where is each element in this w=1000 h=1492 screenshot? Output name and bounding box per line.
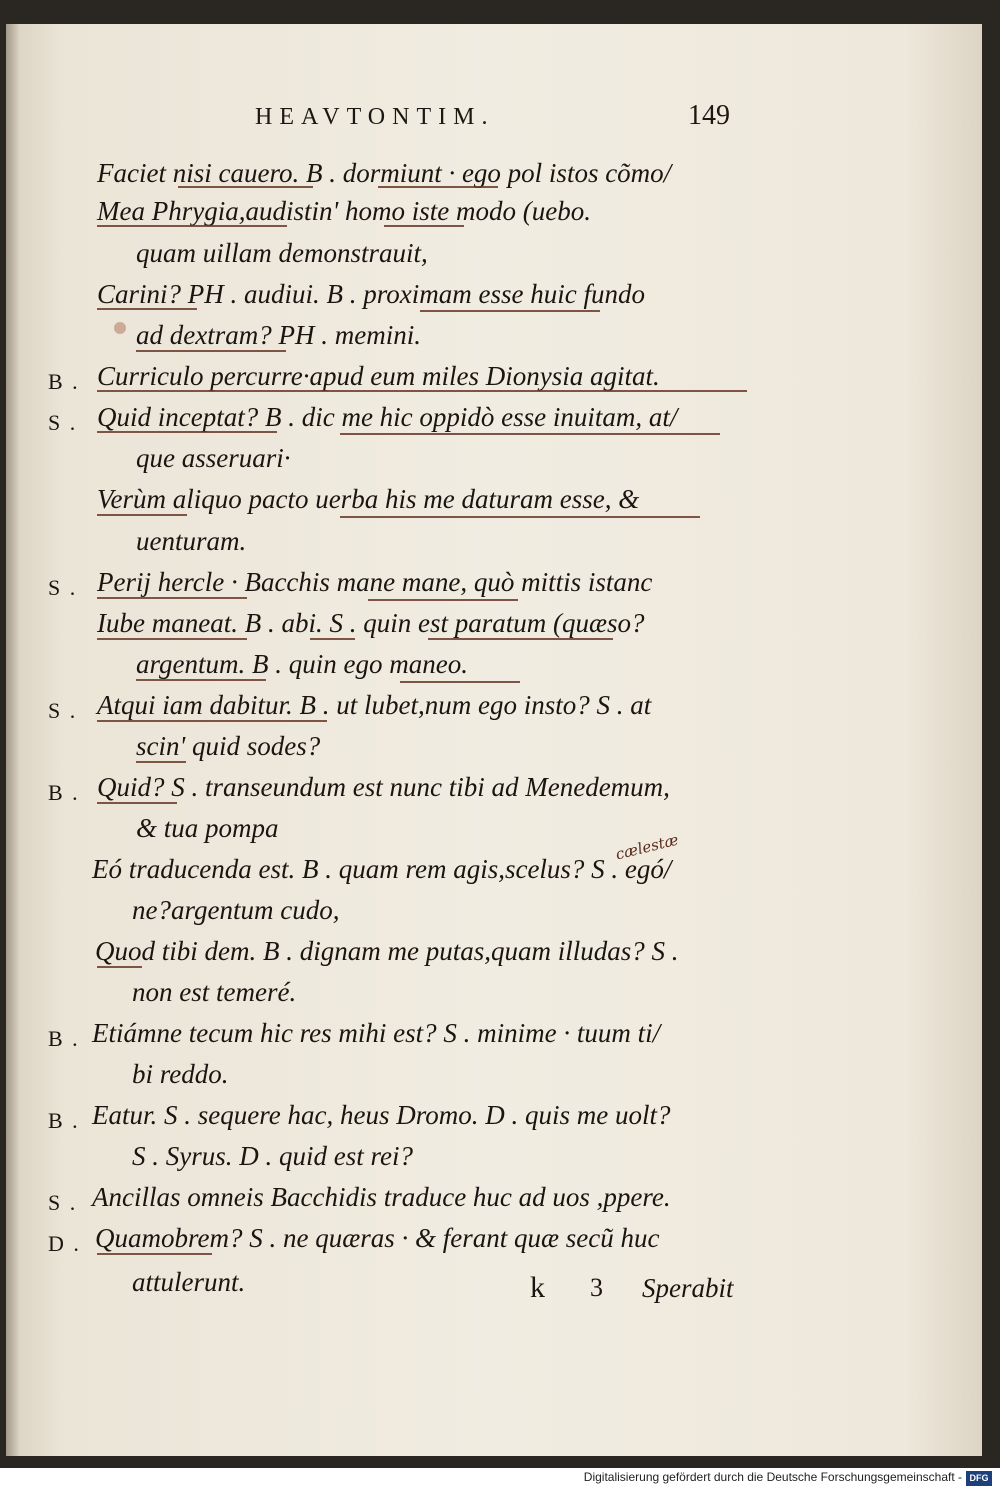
speaker-label: B .	[48, 780, 80, 805]
text-line: Quid? S . transeundum est nunc tibi ad Menedemum,	[97, 772, 670, 802]
speaker-label: S .	[48, 1190, 78, 1215]
ink-underline	[378, 186, 498, 188]
text-line: Quamobrem? S . ne quæras · & ferant quæ secũ huc	[95, 1223, 660, 1253]
running-head-title: HEAVTONTIM.	[255, 104, 495, 130]
text-line: Etiámne tecum hic res mihi est? S . minime · tuum ti/	[92, 1018, 661, 1048]
ink-underline	[340, 516, 700, 518]
text-line: ad dextram? PH . memini.	[136, 320, 421, 350]
ink-underline	[428, 638, 613, 640]
ink-underline	[97, 597, 247, 599]
ink-underline	[400, 681, 520, 683]
page-number: 149	[688, 100, 730, 131]
speaker-label: B .	[48, 1108, 80, 1133]
ink-underline	[136, 679, 266, 681]
ink-underline	[97, 308, 197, 310]
signature-letter: k	[530, 1271, 545, 1304]
ink-underline	[97, 431, 277, 433]
text-line: argentum. B . quin ego maneo.	[136, 649, 468, 679]
ink-underline	[340, 433, 720, 435]
handwritten-annotation: cælestæ	[613, 830, 681, 864]
ink-underline	[384, 225, 464, 227]
ink-underline	[97, 720, 327, 722]
speaker-label: S .	[48, 698, 78, 723]
text-line: Quod tibi dem. B . dignam me putas,quam illudas? S .	[95, 936, 679, 966]
ink-underline	[97, 390, 747, 392]
text-line: uenturam.	[136, 526, 247, 556]
ink-underline	[420, 310, 600, 312]
text-line: Mea Phrygia,audistin' homo iste modo (uebo.	[97, 196, 591, 226]
text-line: Perij hercle · Bacchis mane mane, quò mittis istanc	[97, 567, 653, 597]
ink-underline	[97, 638, 247, 640]
text-line: Quid inceptat? B . dic me hic oppidò esse inuitam, at/	[97, 402, 678, 432]
ink-underline	[368, 599, 518, 601]
ink-stain	[114, 322, 126, 334]
text-line: Eó traducenda est. B . quam rem agis,scelus? S . egó/	[92, 854, 672, 884]
text-line: Carini? PH . audiui. B . proximam esse huic fundo	[97, 279, 645, 309]
speaker-label: S .	[48, 410, 78, 435]
text-line: attulerunt.	[132, 1267, 246, 1297]
ink-underline	[178, 186, 313, 188]
text-line: & tua pompa	[136, 813, 279, 843]
ink-underline	[310, 638, 355, 640]
ink-underline	[97, 966, 142, 968]
text-line: Atqui iam dabitur. B . ut lubet,num ego insto? S . at	[97, 690, 652, 720]
text-line: ne?argentum cudo,	[132, 895, 340, 925]
ink-underline	[136, 350, 286, 352]
speaker-label: B .	[48, 1026, 80, 1051]
ink-underline	[136, 761, 186, 763]
text-line: Curriculo percurre·apud eum miles Dionysia agitat.	[97, 361, 660, 391]
ink-underline	[97, 514, 187, 516]
text-line: Eatur. S . sequere hac, heus Dromo. D . quis me uolt?	[92, 1100, 671, 1130]
speaker-label: S .	[48, 575, 78, 600]
speaker-label: B .	[48, 369, 80, 394]
ink-underline	[97, 1253, 212, 1255]
text-line: Verùm aliquo pacto uerba his me daturam esse, &	[97, 484, 640, 514]
catchword: Sperabit	[642, 1273, 734, 1303]
ink-underline	[97, 802, 177, 804]
speaker-label: D .	[48, 1231, 81, 1256]
signature-number: 3	[590, 1273, 603, 1302]
text-line: non est temeré.	[132, 977, 297, 1007]
text-line: scin' quid sodes?	[136, 731, 321, 761]
text-line: Ancillas omneis Bacchidis traduce huc ad uos ,ppere.	[92, 1182, 671, 1212]
text-line: quam uillam demonstrauit,	[136, 238, 428, 268]
text-line: Iube maneat. B . abi. S . quin est paratum (quæso?	[97, 608, 645, 638]
text-line: Faciet nisi cauero. B . dormiunt · ego pol istos cõmo/	[97, 158, 672, 188]
text-line: S . Syrus. D . quid est rei?	[132, 1141, 413, 1171]
text-line: que asseruari·	[136, 443, 291, 473]
ink-underline	[97, 225, 287, 227]
footer-credit: Digitalisierung gefördert durch die Deutsche Forschungsgemeinschaft -	[583, 1470, 962, 1484]
dfg-logo: DFG	[966, 1471, 992, 1486]
text-line: bi reddo.	[132, 1059, 229, 1089]
